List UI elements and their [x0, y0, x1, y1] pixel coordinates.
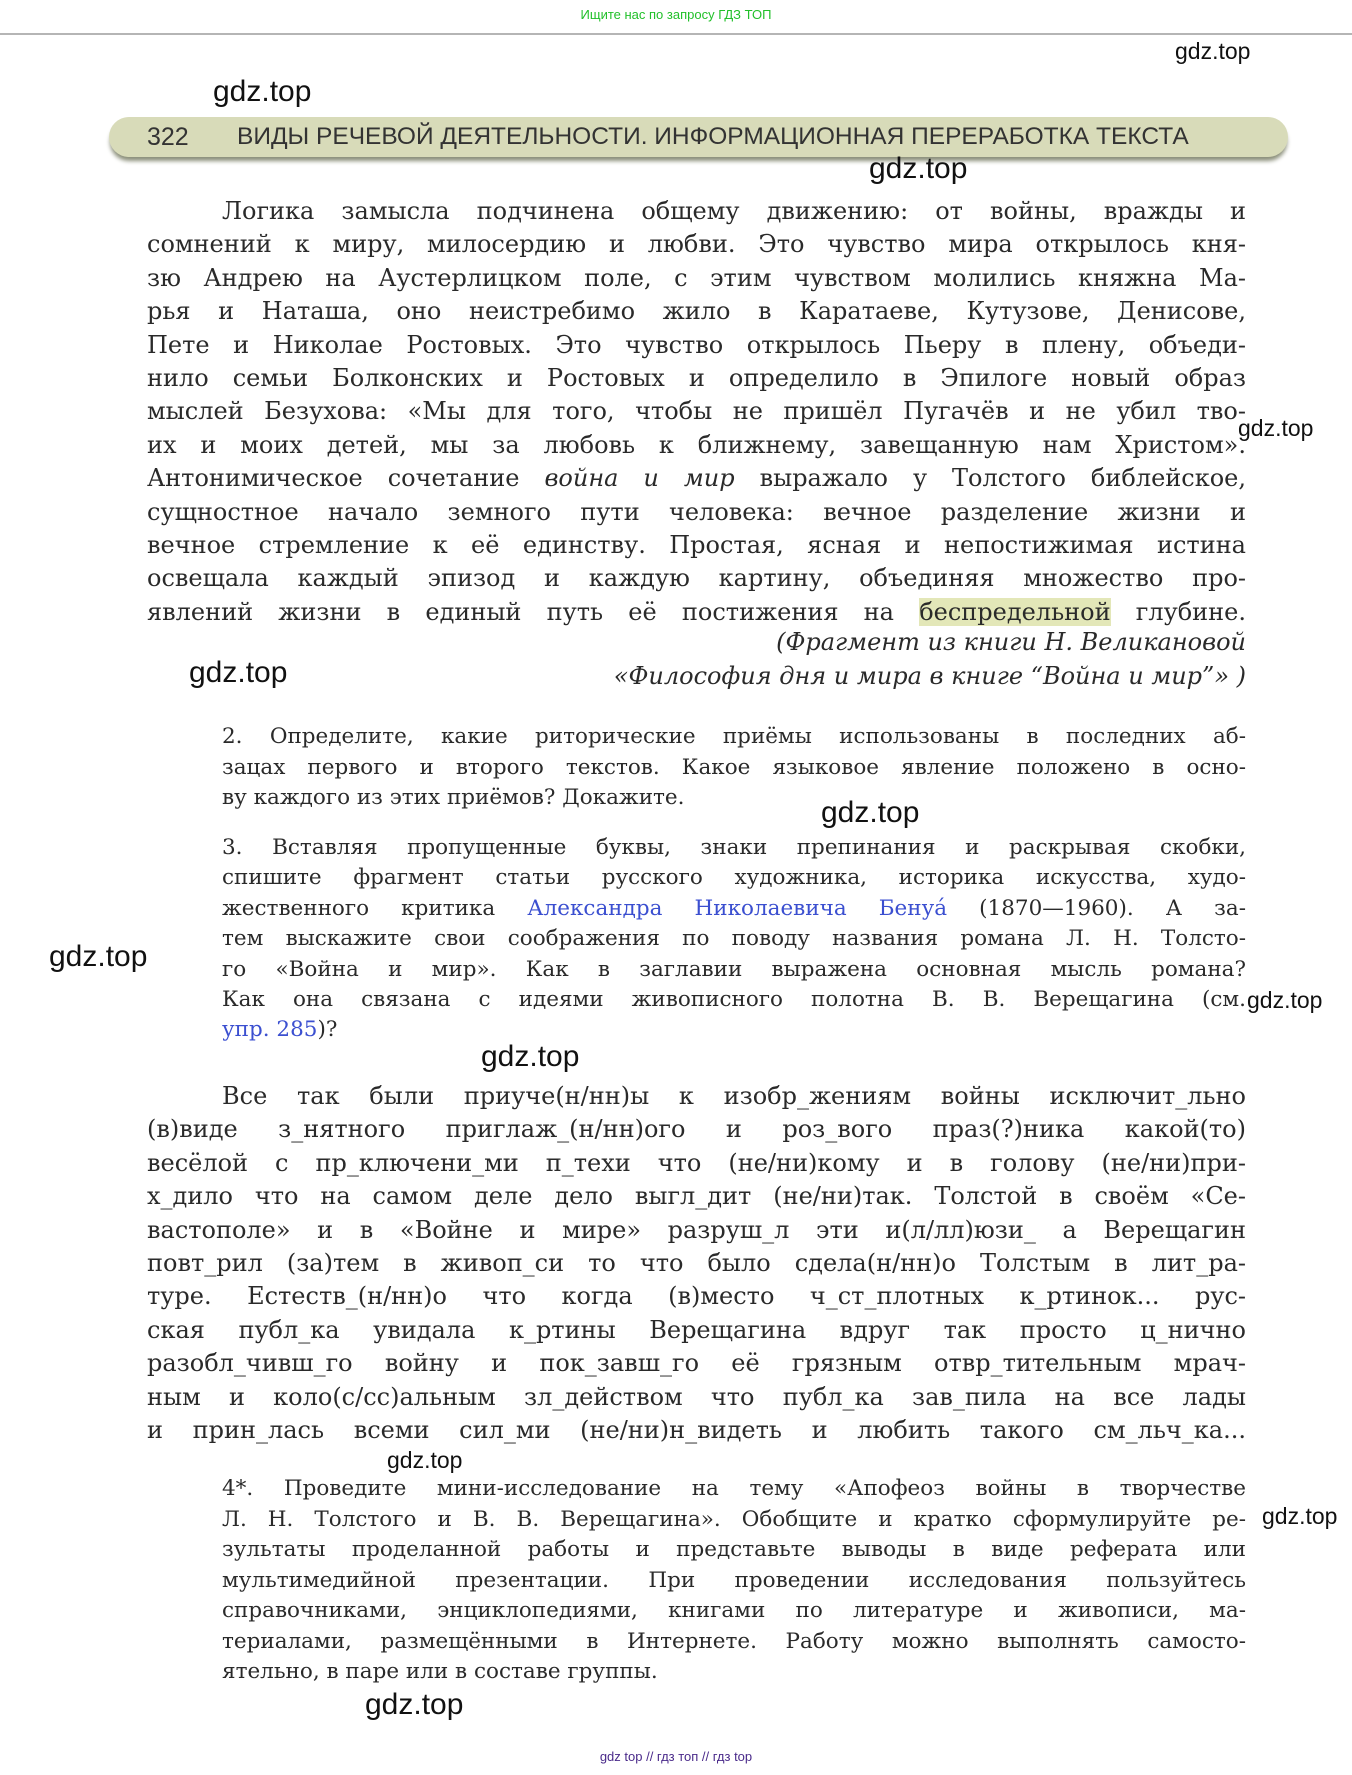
exercise-4-line: Л. Н. Толстого и В. В. Верещагина». Обобщите и кратко сформулируйте ре-: [222, 1506, 1246, 1532]
exercise-4-line: зультаты проделанной работы и представьте выводы в виде реферата или: [222, 1537, 1246, 1562]
section-title: ВИДЫ РЕЧЕВОЙ ДЕЯТЕЛЬНОСТИ. ИНФОРМАЦИОННАЯ ПЕРЕРАБОТКА ТЕКСТА: [237, 123, 1189, 150]
exercise-3-line: 3. Вставляя пропущенные буквы, знаки препинания и раскрывая скобки,: [222, 835, 1246, 860]
reference-link[interactable]: упр. 285: [222, 1017, 318, 1043]
watermark: gdz.top: [1247, 987, 1323, 1013]
paragraph-1-line: Пете и Николае Ростовых. Это чувство открылось Пьеру в плену, объеди-: [147, 330, 1246, 359]
paragraph-1-line: сомнений к миру, милосердию и любви. Это чувство мира открылось кня-: [147, 230, 1246, 259]
exercise-4-line: справочниками, энциклопедиями, книгами по литературе и живописи, ма-: [222, 1598, 1246, 1623]
exercise-text-line: х_дило что на самом деле дело выгл_дит (не/ни)так. Толстой в своём «Се-: [147, 1182, 1246, 1211]
page-header: [109, 117, 1288, 157]
text-segment: глубине.: [1110, 597, 1247, 626]
text-segment: (1870—1960). А за-: [947, 895, 1246, 921]
paragraph-1-line: рья и Наташа, оно неистребимо жило в Каратаеве, Кутузове, Денисове,: [147, 297, 1246, 326]
attribution-line: (Фрагмент из книги Н. Великановой: [776, 628, 1246, 656]
search-hint-banner: Ищите нас по запросу ГДЗ ТОП: [580, 7, 772, 22]
exercise-text-line: разобл_чивш_го войну и пок_завш_го её грязным отвр_тительным мрач-: [147, 1349, 1246, 1378]
exercise-text-line: ным и коло(с/сс)альным зл_действом что публ_ка зав_пила на все лады: [147, 1382, 1246, 1411]
exercise-3-line: [222, 896, 1246, 921]
attribution-line: «Философия дня и мира в книге “Война и мир”» ): [613, 662, 1246, 690]
paragraph-1-line: вечное стремление к её единству. Простая, ясная и непостижимая истина: [147, 531, 1246, 559]
watermark: gdz.top: [481, 1040, 580, 1073]
exercise-text-line: ская публ_ка увидала к_ртины Верещагина вдруг так просто ц_нично: [147, 1315, 1246, 1344]
paragraph-1-line: освещала каждый эпизод и каждую картину, объединяя множество про-: [147, 564, 1246, 593]
exercise-4-line: мультимедийной презентации. При проведении исследования пользуйтесь: [222, 1567, 1246, 1593]
exercise-2-line: зацах первого и второго текстов. Какое языковое явление положено в осно-: [222, 754, 1246, 780]
exercise-3-line: Как она связана с идеями живописного полотна В. В. Верещагина (см.: [222, 987, 1246, 1012]
paragraph-1-line: мыслей Безухова: «Мы для того, чтобы не пришёл Пугачёв и не убил тво-: [147, 397, 1246, 426]
paragraph-1-line: сущностное начало земного пути человека: вечное разделение жизни и: [147, 497, 1246, 526]
paragraph-1-line: [147, 598, 1246, 626]
italic-term: война и мир: [544, 464, 735, 493]
page-number: 322: [147, 123, 189, 151]
watermark: gdz.top: [1238, 415, 1314, 441]
text-segment: явлений жизни в единый путь её постижения на: [147, 597, 920, 626]
exercise-text-line: повт_рил (за)тем в живоп_си то что было сдела(н/нн)о Толстым в лит_ра-: [147, 1249, 1246, 1277]
paragraph-1-line: Логика замысла подчинена общему движению: от войны, вражды и: [222, 197, 1246, 225]
watermark: gdz.top: [189, 656, 288, 689]
exercise-4-line: ятельно, в паре или в составе группы.: [222, 1659, 658, 1684]
watermark: gdz.top: [1262, 1503, 1338, 1529]
exercise-4-line: 4*. Проведите мини-исследование на тему «Апофеоз войны в творчестве: [222, 1476, 1246, 1501]
exercise-3-line: го «Война и мир». Как в заглавии выражена основная мысль романа?: [222, 956, 1246, 982]
watermark: gdz.top: [1175, 38, 1251, 64]
watermark: gdz.top: [869, 152, 968, 185]
watermark: gdz.top: [213, 75, 312, 108]
footer-links: gdz top // гдз топ // гдз top: [599, 1749, 753, 1764]
paragraph-1-line: [147, 464, 1246, 492]
exercise-3-line: спишите фрагмент статьи русского художника, историка искусства, худо-: [222, 865, 1246, 891]
exercise-text-line: вастополе» и в «Войне и мире» разруш_л эти и(л/лл)юзи_ а Верещагин: [147, 1215, 1246, 1244]
paragraph-1-line: их и моих детей, мы за любовь к ближнему, завещанную нам Христом».: [147, 430, 1246, 459]
exercise-text-line: туре. Естеств_(н/нн)о что когда (в)место ч_ст_плотных к_ртинок... рус-: [147, 1282, 1246, 1311]
text-segment: )?: [317, 1017, 338, 1043]
watermark: gdz.top: [365, 1688, 464, 1721]
watermark: gdz.top: [821, 796, 920, 829]
exercise-3-line: [222, 1017, 1246, 1042]
watermark: gdz.top: [49, 940, 148, 973]
highlighted-word: беспредельной: [919, 597, 1111, 626]
exercise-text-line: весёлой с пр_ключени_ми п_техи что (не/ни)кому и в голову (не/ни)при-: [147, 1148, 1246, 1177]
text-segment: жественного критика: [222, 895, 528, 921]
exercise-text-line: и прин_лась всеми сил_ми (не/ни)н_видеть и любить такого см_льч_ка...: [147, 1416, 1246, 1444]
exercise-2-line: ву каждого из этих приёмов? Докажите.: [222, 785, 685, 811]
paragraph-1-line: зю Андрею на Аустерлицком поле, с этим чувством молились княжна Ма-: [147, 263, 1246, 292]
exercise-4-line: териалами, размещёнными в Интернете. Работу можно выполнять самосто-: [222, 1628, 1246, 1654]
exercise-text-line: (в)виде з_нятного приглаж_(н/нн)ого и роз_вого праз(?)ника какой(то): [147, 1115, 1246, 1144]
exercise-3-line: тем выскажите свои соображения по поводу названия романа Л. Н. Толсто-: [222, 926, 1246, 952]
exercise-text-line: Все так были приуче(н/нн)ы к изобр_жениям войны исключит_льно: [222, 1082, 1246, 1110]
text-segment: выражало у Толстого библейское,: [734, 464, 1246, 493]
watermark: gdz.top: [387, 1447, 463, 1473]
text-segment: Антонимическое сочетание: [147, 464, 545, 493]
exercise-2-line: 2. Определите, какие риторические приёмы использованы в последних аб-: [222, 724, 1246, 749]
divider: [0, 33, 1352, 35]
reference-link[interactable]: Александра Николаевича Бенуа́: [527, 895, 948, 921]
paragraph-1-line: нило семьи Болконских и Ростовых и определило в Эпилоге новый образ: [147, 364, 1246, 392]
